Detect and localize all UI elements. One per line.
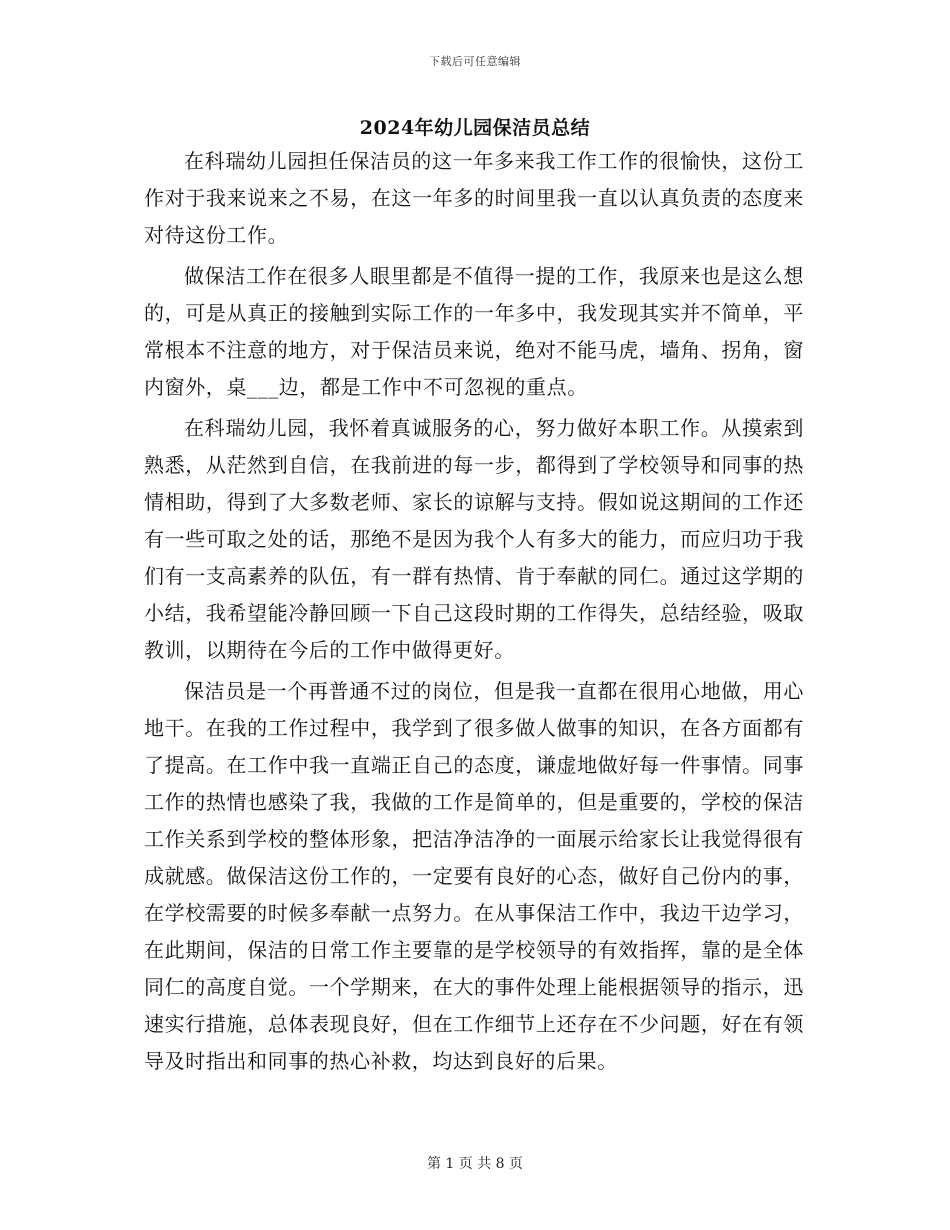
paragraph: 保洁员是一个再普通不过的岗位，但是我一直都在很用心地做，用心地干。在我的工作过程中，我学到了很多做人做事的知识，在各方面都有了提高。在工作中我一直端正自己的态度，谦虚地做好每一件事情。同事工作的热情也感染了我，我做的工作是简单的，但是重要的，学校的保洁工作关系到学校的整体形象，把洁净洁净的一面展示给家长让我觉得很有成就感。做保洁这份工作的，一定要有良好的心态，做好自己份内的事，在学校需要的时候多奉献一点努力。在从事保洁工作中，我边干边学习，在此期间，保洁的日常工作主要靠的是学校领导的有效指挥，靠的是全体同仁的高度自觉。一个学期来，在大的事件处理上能根据领导的指示，迅速实行措施，总体表现良好，但在工作细节上还存在不少问题，好在有领导及时指出和同事的热心补救，均达到良好的后果。 xyxy=(144,679,804,1073)
header-note: 下载后可任意编辑 xyxy=(429,55,521,68)
paragraph: 在科瑞幼儿园，我怀着真诚服务的心，努力做好本职工作。从摸索到熟悉，从茫然到自信，在我前进的每一步，都得到了学校领导和同事的热情相助，得到了大多数老师、家长的谅解与支持。假如说这期间的工作还有一些可取之处的话，那绝不是因为我个人有多大的能力，而应归功于我们有一支高素养的队伍，有一群有热情、肯于奉献的同仁。通过这学期的小结，我希望能冷静回顾一下自己这段时期的工作得失，总结经验，吸取教训，以期待在今后的工作中做得更好。 xyxy=(144,416,804,662)
page-indicator: 第 1 页 共 8 页 xyxy=(426,1156,524,1172)
paragraph: 在科瑞幼儿园担任保洁员的这一年多来我工作工作的很愉快，这份工作对于我来说来之不易，在这一年多的时间里我一直以认真负责的态度来对待这份工作。 xyxy=(144,149,804,247)
paragraph: 做保洁工作在很多人眼里都是不值得一提的工作，我原来也是这么想的，可是从真正的接触到实际工作的一年多中，我发现其实并不简单，平常根本不注意的地方，对于保洁员来说，绝对不能马虎，墙角、拐角，窗内窗外，桌___边，都是工作中不可忽视的重点。 xyxy=(144,264,804,399)
document-title: 2024年幼儿园保洁员总结 xyxy=(359,117,591,139)
document-body xyxy=(144,143,804,1080)
